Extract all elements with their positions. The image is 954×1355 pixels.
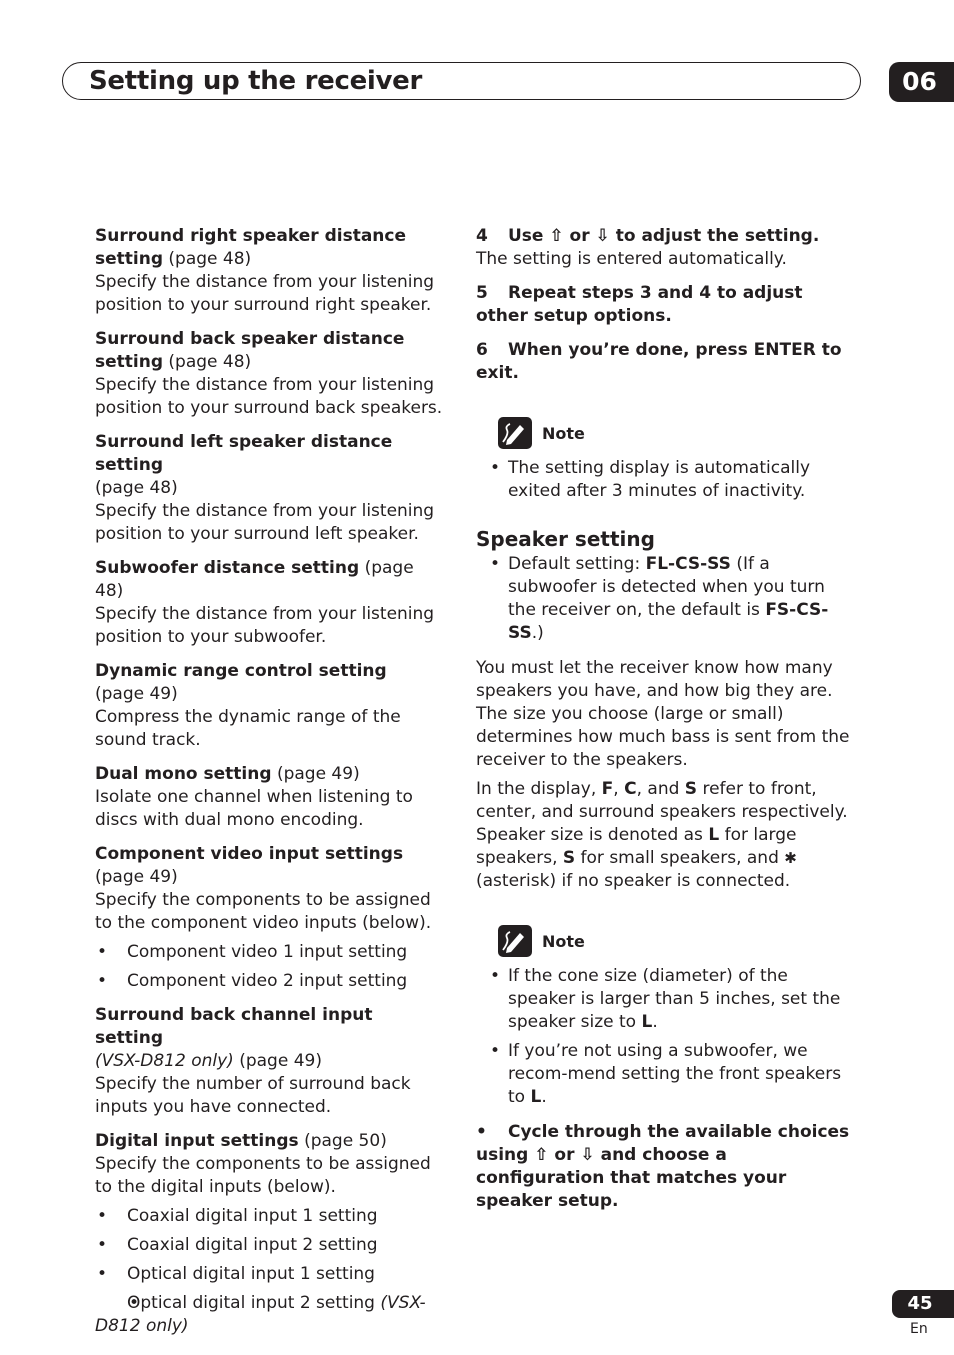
note-list bbox=[476, 965, 858, 1109]
step-5: 5 Repeat steps 3 and 4 to adjust other setup options. bbox=[476, 283, 803, 326]
left-column bbox=[95, 225, 445, 1349]
list-item: • Optical digital input 1 setting bbox=[95, 1263, 445, 1286]
list-item: • Default setting: FL-CS-SS (If a subwoofer is detected when you turn the receiver on, the default is FS-CS-SS.) bbox=[476, 553, 858, 645]
entry-dynamic-range: Dynamic range control setting (page 49) Compress the dynamic range of the sound track. bbox=[95, 661, 401, 750]
entry-surround-left: Surround left speaker distance setting (page 48) Specify the distance from your listening position to your surround left speaker. bbox=[95, 432, 435, 544]
entry-surround-back: Surround back speaker distance setting (page 48) Specify the distance from your listening position to your surround back speakers. bbox=[95, 329, 443, 418]
entry-surround-back-input: Surround back channel input setting (VSX-D812 only) (page 49) Specify the number of surround back inputs you have connected. bbox=[95, 1005, 411, 1117]
final-instruction: • Cycle through the available choices using ⇧ or ⇩ and choose a configuration that matches your speaker setup. bbox=[476, 1122, 850, 1211]
note-header: Note bbox=[498, 417, 858, 449]
list-item: • Coaxial digital input 2 setting bbox=[95, 1234, 445, 1257]
list-item: • Component video 2 input setting bbox=[95, 970, 445, 993]
up-arrow-icon: ⇧ bbox=[549, 226, 564, 246]
down-arrow-icon: ⇩ bbox=[595, 226, 610, 246]
entry-component-video: Component video input settings (page 49) Specify the components to be assigned to the component video inputs (below). bbox=[95, 844, 432, 933]
entry-dual-mono: Dual mono setting (page 49) Isolate one channel when listening to discs with dual mono encoding. bbox=[95, 764, 413, 830]
entry-subwoofer: Subwoofer distance setting (page 48) Specify the distance from your listening position to your subwoofer. bbox=[95, 558, 435, 647]
right-column bbox=[476, 225, 858, 1213]
list-item: • Component video 1 input setting bbox=[95, 941, 445, 964]
digital-input-list bbox=[95, 1205, 445, 1338]
page-title: Setting up the receiver bbox=[89, 66, 423, 96]
entry-digital-input: Digital input settings (page 50) Specify the components to be assigned to the digital inputs (below). bbox=[95, 1131, 431, 1197]
asterisk-icon: ✱ bbox=[784, 849, 797, 867]
list-item: • Optical digital input 2 setting (VSX-D812 only) bbox=[95, 1292, 445, 1338]
pencil-note-icon bbox=[498, 925, 532, 957]
list-item: • The setting display is automatically exited after 3 minutes of inactivity. bbox=[476, 457, 858, 503]
step-4: 4 Use ⇧ or ⇩ to adjust the setting. The setting is entered automatically. bbox=[476, 226, 820, 269]
pencil-note-icon bbox=[498, 417, 532, 449]
default-setting-list bbox=[476, 553, 858, 645]
language-label: En bbox=[910, 1321, 928, 1337]
paragraph: In the display, F, C, and S refer to front, center, and surround speakers respectively. Speaker size is denoted as L for large speakers, S for small speakers, and ✱ (asterisk) if no speaker is connected. bbox=[476, 779, 848, 891]
entry-surround-right: Surround right speaker distance setting (page 48) Specify the distance from your listening position to your surround right speaker. bbox=[95, 226, 435, 315]
list-item: • If the cone size (diameter) of the speaker is larger than 5 inches, set the speaker size to L. bbox=[476, 965, 858, 1034]
up-arrow-icon: ⇧ bbox=[534, 1145, 549, 1165]
section-heading: Speaker setting bbox=[476, 527, 655, 551]
list-item: • If you’re not using a subwoofer, we recom-mend setting the front speakers to L. bbox=[476, 1040, 858, 1109]
paragraph: You must let the receiver know how many speakers you have, and how big they are. The size you choose (large or small) determines how much bass is sent from the receiver to the speakers. bbox=[476, 658, 850, 770]
chapter-number: 06 bbox=[889, 62, 954, 102]
page-number: 45 bbox=[892, 1290, 954, 1318]
step-6: 6 When you’re done, press ENTER to exit. bbox=[476, 340, 842, 383]
note-header: Note bbox=[498, 925, 858, 957]
down-arrow-icon: ⇩ bbox=[580, 1145, 595, 1165]
list-item: • Coaxial digital input 1 setting bbox=[95, 1205, 445, 1228]
component-video-list bbox=[95, 941, 445, 993]
note-list bbox=[476, 457, 858, 503]
